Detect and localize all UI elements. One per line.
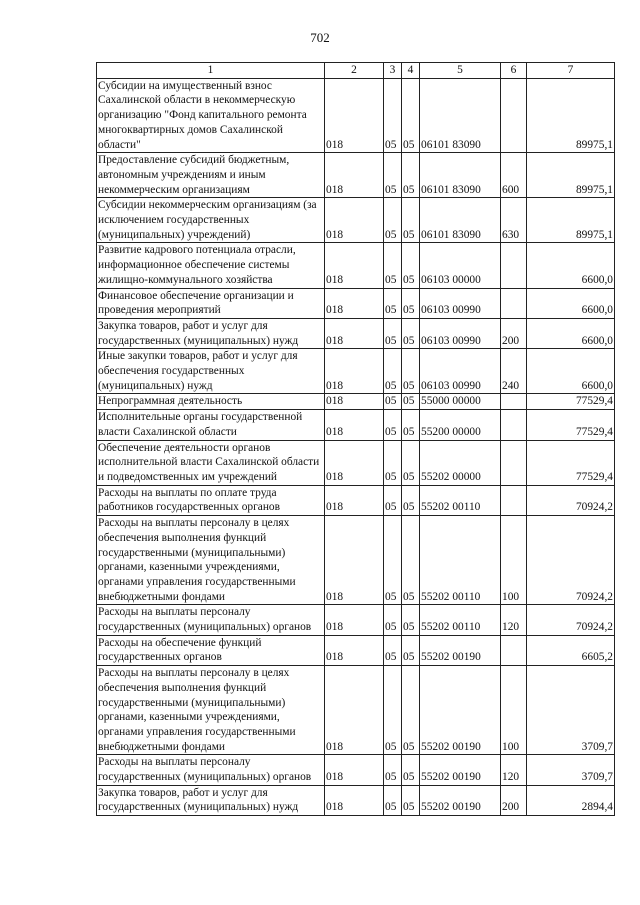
expense-type-cell: 600 <box>501 153 527 198</box>
subsection-code-cell: 05 <box>402 198 420 243</box>
target-article-cell: 06103 00990 <box>420 318 501 348</box>
ministry-code-cell: 018 <box>325 485 384 515</box>
subsection-code-cell: 05 <box>402 516 420 605</box>
table-header-row <box>97 63 615 79</box>
amount-cell: 89975,1 <box>527 78 615 153</box>
row-name-cell: Расходы на выплаты персоналу государственных (муниципальных) органов <box>97 605 325 635</box>
target-article-cell: 06103 00990 <box>420 288 501 318</box>
ministry-code-cell: 018 <box>325 516 384 605</box>
row-name-cell: Расходы на выплаты персоналу в целях обеспечения выполнения функций государственными (муниципальными) органами, казенными учреждениями, органами управления государственными внебюджетными фондами <box>97 666 325 755</box>
column-header: 4 <box>402 63 420 79</box>
table-row <box>97 440 615 485</box>
expense-type-cell: 630 <box>501 198 527 243</box>
amount-cell: 77529,4 <box>527 440 615 485</box>
target-article-cell: 55202 00190 <box>420 755 501 785</box>
target-article-cell: 55202 00110 <box>420 516 501 605</box>
target-article-cell: 06101 83090 <box>420 153 501 198</box>
amount-cell: 77529,4 <box>527 410 615 440</box>
expense-type-cell <box>501 440 527 485</box>
ministry-code-cell: 018 <box>325 394 384 410</box>
subsection-code-cell: 05 <box>402 394 420 410</box>
table-row <box>97 198 615 243</box>
expense-type-cell: 200 <box>501 785 527 815</box>
amount-cell: 2894,4 <box>527 785 615 815</box>
column-header: 6 <box>501 63 527 79</box>
amount-cell: 89975,1 <box>527 198 615 243</box>
table-row <box>97 153 615 198</box>
ministry-code-cell: 018 <box>325 755 384 785</box>
subsection-code-cell: 05 <box>402 349 420 394</box>
row-name-cell: Расходы на обеспечение функций государственных органов <box>97 635 325 665</box>
subsection-code-cell: 05 <box>402 605 420 635</box>
table-row <box>97 635 615 665</box>
amount-cell: 70924,2 <box>527 516 615 605</box>
ministry-code-cell: 018 <box>325 605 384 635</box>
section-code-cell: 05 <box>384 485 402 515</box>
expense-type-cell <box>501 78 527 153</box>
section-code-cell: 05 <box>384 288 402 318</box>
subsection-code-cell: 05 <box>402 635 420 665</box>
subsection-code-cell: 05 <box>402 666 420 755</box>
section-code-cell: 05 <box>384 785 402 815</box>
table-row <box>97 410 615 440</box>
target-article-cell: 55202 00190 <box>420 785 501 815</box>
section-code-cell: 05 <box>384 440 402 485</box>
amount-cell: 70924,2 <box>527 485 615 515</box>
amount-cell: 89975,1 <box>527 153 615 198</box>
expense-type-cell <box>501 485 527 515</box>
expense-type-cell <box>501 394 527 410</box>
amount-cell: 6600,0 <box>527 288 615 318</box>
expense-type-cell <box>501 635 527 665</box>
section-code-cell: 05 <box>384 516 402 605</box>
expense-type-cell: 120 <box>501 755 527 785</box>
target-article-cell: 55000 00000 <box>420 394 501 410</box>
row-name-cell: Исполнительные органы государственной власти Сахалинской области <box>97 410 325 440</box>
section-code-cell: 05 <box>384 755 402 785</box>
row-name-cell: Закупка товаров, работ и услуг для государственных (муниципальных) нужд <box>97 318 325 348</box>
table-row <box>97 349 615 394</box>
ministry-code-cell: 018 <box>325 635 384 665</box>
table-row <box>97 394 615 410</box>
ministry-code-cell: 018 <box>325 318 384 348</box>
ministry-code-cell: 018 <box>325 243 384 288</box>
expense-type-cell: 100 <box>501 666 527 755</box>
target-article-cell: 55200 00000 <box>420 410 501 440</box>
row-name-cell: Субсидии на имущественный взнос Сахалинской области в некоммерческую организацию "Фонд капитального ремонта многоквартирных домов Сахалинской области" <box>97 78 325 153</box>
ministry-code-cell: 018 <box>325 198 384 243</box>
section-code-cell: 05 <box>384 605 402 635</box>
subsection-code-cell: 05 <box>402 440 420 485</box>
row-name-cell: Развитие кадрового потенциала отрасли, информационное обеспечение системы жилищно-коммунального хозяйства <box>97 243 325 288</box>
row-name-cell: Расходы на выплаты по оплате труда работников государственных органов <box>97 485 325 515</box>
expense-type-cell: 240 <box>501 349 527 394</box>
ministry-code-cell: 018 <box>325 440 384 485</box>
row-name-cell: Предоставление субсидий бюджетным, автономным учреждениям и иным некоммерческим организациям <box>97 153 325 198</box>
expense-type-cell <box>501 410 527 440</box>
row-name-cell: Непрограммная деятельность <box>97 394 325 410</box>
ministry-code-cell: 018 <box>325 410 384 440</box>
target-article-cell: 06103 00000 <box>420 243 501 288</box>
section-code-cell: 05 <box>384 153 402 198</box>
table-row <box>97 243 615 288</box>
row-name-cell: Закупка товаров, работ и услуг для государственных (муниципальных) нужд <box>97 785 325 815</box>
amount-cell: 6600,0 <box>527 318 615 348</box>
ministry-code-cell: 018 <box>325 78 384 153</box>
amount-cell: 6600,0 <box>527 243 615 288</box>
row-name-cell: Расходы на выплаты персоналу в целях обеспечения выполнения функций государственными (муниципальными) органами, казенными учреждениями, органами управления государственными внебюджетными фондами <box>97 516 325 605</box>
budget-table <box>96 62 615 816</box>
target-article-cell: 55202 00000 <box>420 440 501 485</box>
column-header: 2 <box>325 63 384 79</box>
table-row <box>97 755 615 785</box>
table-row <box>97 485 615 515</box>
amount-cell: 6600,0 <box>527 349 615 394</box>
column-header: 7 <box>527 63 615 79</box>
amount-cell: 3709,7 <box>527 755 615 785</box>
target-article-cell: 55202 00190 <box>420 666 501 755</box>
subsection-code-cell: 05 <box>402 785 420 815</box>
subsection-code-cell: 05 <box>402 153 420 198</box>
row-name-cell: Финансовое обеспечение организации и проведения мероприятий <box>97 288 325 318</box>
target-article-cell: 55202 00110 <box>420 485 501 515</box>
subsection-code-cell: 05 <box>402 410 420 440</box>
expense-type-cell: 120 <box>501 605 527 635</box>
row-name-cell: Расходы на выплаты персоналу государственных (муниципальных) органов <box>97 755 325 785</box>
column-header: 1 <box>97 63 325 79</box>
subsection-code-cell: 05 <box>402 755 420 785</box>
amount-cell: 77529,4 <box>527 394 615 410</box>
section-code-cell: 05 <box>384 635 402 665</box>
table-row <box>97 318 615 348</box>
table-row <box>97 78 615 153</box>
amount-cell: 70924,2 <box>527 605 615 635</box>
page-number: 702 <box>310 30 330 45</box>
amount-cell: 6605,2 <box>527 635 615 665</box>
table-row <box>97 605 615 635</box>
target-article-cell: 06101 83090 <box>420 198 501 243</box>
target-article-cell: 06103 00990 <box>420 349 501 394</box>
section-code-cell: 05 <box>384 349 402 394</box>
section-code-cell: 05 <box>384 394 402 410</box>
ministry-code-cell: 018 <box>325 153 384 198</box>
expense-type-cell: 100 <box>501 516 527 605</box>
target-article-cell: 55202 00190 <box>420 635 501 665</box>
column-header: 3 <box>384 63 402 79</box>
table-row <box>97 785 615 815</box>
subsection-code-cell: 05 <box>402 243 420 288</box>
target-article-cell: 06101 83090 <box>420 78 501 153</box>
table-row <box>97 288 615 318</box>
section-code-cell: 05 <box>384 198 402 243</box>
column-header: 5 <box>420 63 501 79</box>
ministry-code-cell: 018 <box>325 785 384 815</box>
subsection-code-cell: 05 <box>402 485 420 515</box>
section-code-cell: 05 <box>384 666 402 755</box>
subsection-code-cell: 05 <box>402 78 420 153</box>
row-name-cell: Субсидии некоммерческим организациям (за исключением государственных (муниципальных) учреждений) <box>97 198 325 243</box>
expense-type-cell <box>501 288 527 318</box>
expense-type-cell: 200 <box>501 318 527 348</box>
row-name-cell: Иные закупки товаров, работ и услуг для обеспечения государственных (муниципальных) нужд <box>97 349 325 394</box>
section-code-cell: 05 <box>384 410 402 440</box>
expense-type-cell <box>501 243 527 288</box>
row-name-cell: Обеспечение деятельности органов исполнительной власти Сахалинской области и подведомственных им учреждений <box>97 440 325 485</box>
subsection-code-cell: 05 <box>402 318 420 348</box>
subsection-code-cell: 05 <box>402 288 420 318</box>
amount-cell: 3709,7 <box>527 666 615 755</box>
table-row <box>97 666 615 755</box>
target-article-cell: 55202 00110 <box>420 605 501 635</box>
section-code-cell: 05 <box>384 78 402 153</box>
table-body <box>97 78 615 815</box>
ministry-code-cell: 018 <box>325 666 384 755</box>
section-code-cell: 05 <box>384 243 402 288</box>
section-code-cell: 05 <box>384 318 402 348</box>
table-row <box>97 516 615 605</box>
ministry-code-cell: 018 <box>325 288 384 318</box>
ministry-code-cell: 018 <box>325 349 384 394</box>
